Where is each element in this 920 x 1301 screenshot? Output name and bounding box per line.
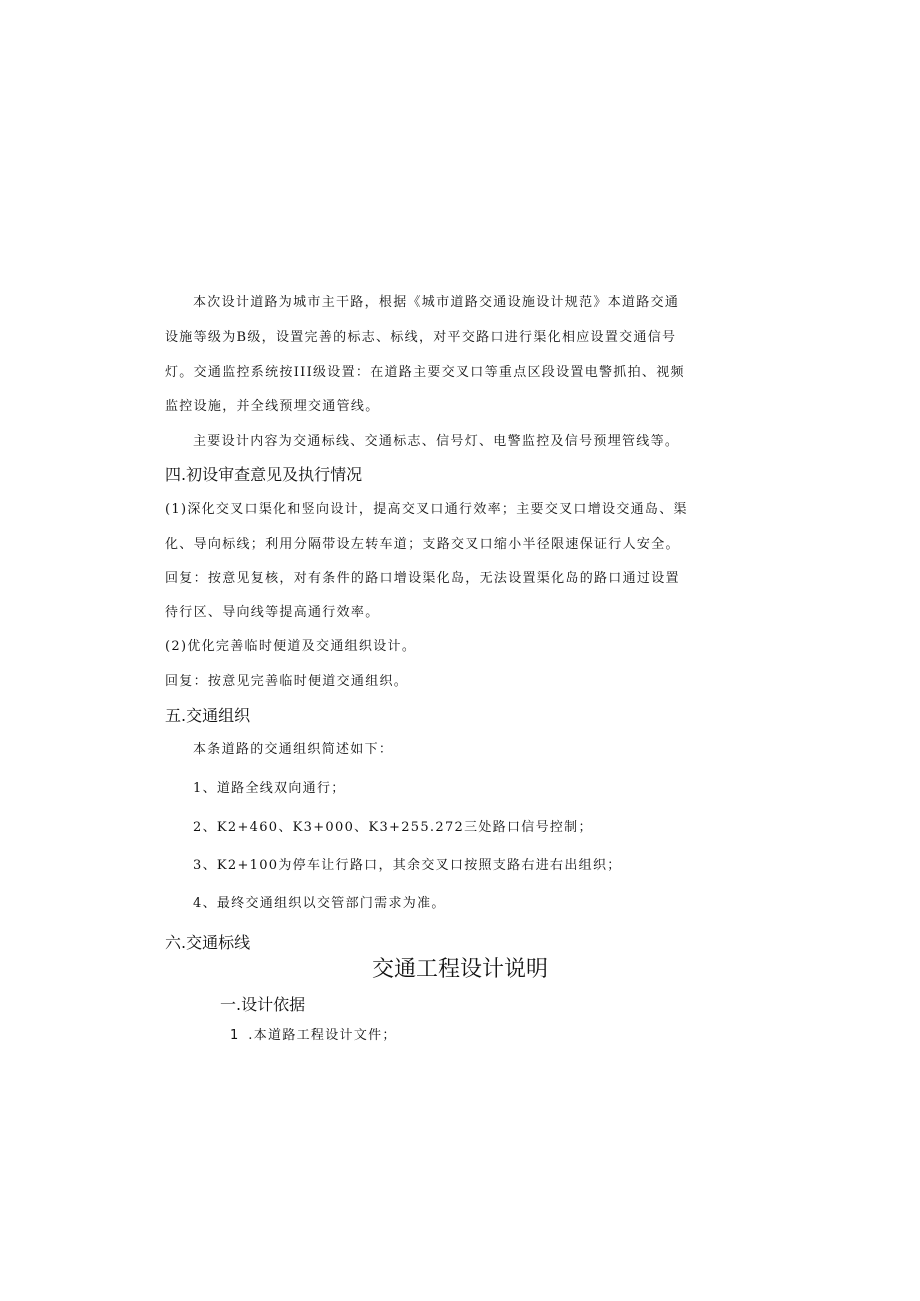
section-5-heading: 五.交通组织 (165, 706, 251, 725)
traffic-org-item: 1、道路全线双向通行； (193, 781, 346, 796)
traffic-org-item: 3、K2+100为停车让行路口，其余交叉口按照支路右进右出组织； (193, 858, 622, 873)
intro-paragraph-2: 主要设计内容为交通标线、交通标志、信号灯、电警监控及信号预埋管线等。 (193, 434, 680, 449)
reply-1-line: 回复：按意见复核，对有条件的路口增设渠化岛，无法设置渠化岛的路口通过设置 (165, 571, 680, 586)
reply-2: 回复：按意见完善临时便道交通组织。 (165, 674, 409, 689)
section-6-heading: 六.交通标线 (165, 933, 251, 952)
traffic-org-intro: 本条道路的交通组织简述如下： (193, 742, 394, 757)
intro-paragraph-line: 设施等级为B级，设置完善的标志、标线，对平交路口进行渠化相应设置交通信号 (165, 330, 677, 345)
review-item-2: (2)优化完善临时便道及交通组织设计。 (165, 639, 417, 654)
intro-paragraph-line: 灯。交通监控系统按III级设置：在道路主要交叉口等重点区段设置电警抓拍、视频 (165, 365, 685, 380)
design-basis-item (230, 1026, 397, 1045)
traffic-org-item: 4、最终交通组织以交管部门需求为准。 (193, 896, 446, 911)
design-basis-item-number: 1 (230, 1028, 239, 1043)
traffic-org-item: 2、K2+460、K3+000、K3+255.272三处路口信号控制； (193, 820, 593, 835)
section-4-heading: 四.初设审查意见及执行情况 (165, 465, 363, 484)
reply-1-line: 待行区、导向线等提高通行效率。 (165, 605, 380, 620)
intro-paragraph-line: 本次设计道路为城市主干路，根据《城市道路交通设施设计规范》本道路交通 (193, 295, 680, 310)
intro-paragraph-line: 监控设施，并全线预埋交通管线。 (165, 399, 380, 414)
review-item-1-line: (1)深化交叉口渠化和竖向设计，提高交叉口通行效率；主要交叉口增设交通岛、渠 (165, 502, 688, 517)
section-1-heading: 一.设计依据 (220, 995, 306, 1014)
design-basis-item-text: .本道路工程设计文件； (248, 1028, 397, 1043)
document-title: 交通工程设计说明 (372, 957, 549, 982)
review-item-1-line: 化、导向标线；利用分隔带设左转车道；支路交叉口缩小半径限速保证行人安全。 (165, 537, 680, 552)
